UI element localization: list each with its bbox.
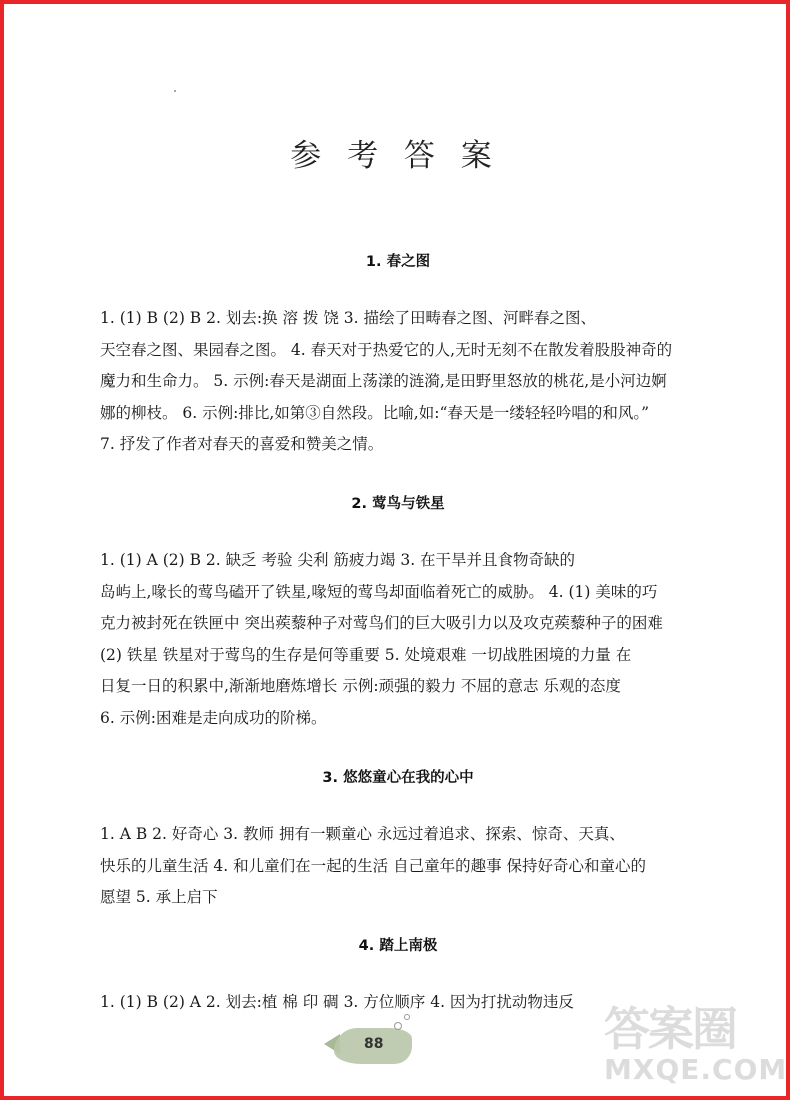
text-line: (2) 铁星 铁星对于莺鸟的生存是何等重要 5. 处境艰难 一切战胜困境的力量 在	[100, 645, 632, 664]
watermark-cn: 答案圈	[604, 1002, 736, 1056]
section-body	[100, 545, 696, 734]
text-line: 1. A B 2. 好奇心 3. 教师 拥有一颗童心 永远过着追求、探索、惊奇、天真、	[100, 825, 625, 843]
section-2	[100, 492, 696, 734]
text-line: 魔力和生命力。 5. 示例:春天是湖面上荡漾的涟漪,是田野里怒放的桃花,是小河边婀	[100, 372, 667, 390]
section-heading: 2. 莺鸟与铁星	[351, 496, 445, 512]
text-line: 1. (1) A (2) B 2. 缺乏 考验 尖利 筋疲力竭 3. 在干旱并且食物奇缺的	[100, 551, 576, 569]
section-heading: 3. 悠悠童心在我的心中	[322, 770, 474, 786]
section-body	[100, 303, 696, 461]
text-line: 天空春之图、果园春之图。 4. 春天对于热爱它的人,无时无刻不在散发着股股神奇的	[100, 340, 673, 359]
text-line: 岛屿上,喙长的莺鸟磕开了铁星,喙短的莺鸟却面临着死亡的威胁。 4. (1) 美味的巧	[100, 582, 658, 601]
bubble-icon	[394, 1022, 402, 1030]
page-title: 参 考 答 案	[290, 138, 500, 174]
text-line: 快乐的儿童生活 4. 和儿童们在一起的生活 自己童年的趣事 保持好奇心和童心的	[100, 856, 646, 875]
text-line: 克力被封死在铁匣中 突出蒺藜种子对莺鸟们的巨大吸引力以及攻克蒺藜种子的困难	[100, 614, 663, 632]
text-line: 1. (1) B (2) A 2. 划去:植 棉 印 碉 3. 方位顺序 4. 因为打扰动物违反	[100, 993, 574, 1011]
section-heading: 1. 春之图	[365, 254, 431, 270]
text-line: 愿望 5. 承上启下	[100, 888, 218, 906]
text-line: 1. (1) B (2) B 2. 划去:换 溶 拨 饶 3. 描绘了田畴春之图、河畔春之图、	[100, 309, 596, 327]
section-3	[100, 766, 696, 914]
section-heading: 4. 踏上南极	[358, 938, 438, 954]
text-line: 7. 抒发了作者对春天的喜爱和赞美之情。	[100, 435, 384, 453]
section-1	[100, 250, 696, 461]
document-page	[4, 4, 786, 1096]
text-line: 娜的柳枝。 6. 示例:排比,如第③自然段。比喻,如:“春天是一缕轻轻吟唱的和风。”	[100, 403, 650, 422]
text-line: 日复一日的积累中,渐渐地磨炼增长 示例:顽强的毅力 不屈的意志 乐观的态度	[100, 677, 621, 695]
page-number: 88	[364, 1036, 384, 1052]
bubble-icon	[404, 1014, 410, 1020]
watermark-en: MXQE.COM	[604, 1053, 788, 1086]
section-body	[100, 819, 696, 914]
speck	[174, 90, 176, 92]
text-line: 6. 示例:困难是走向成功的阶梯。	[100, 708, 327, 727]
watermark-logo	[604, 1002, 788, 1096]
page-number-badge	[334, 1022, 424, 1070]
